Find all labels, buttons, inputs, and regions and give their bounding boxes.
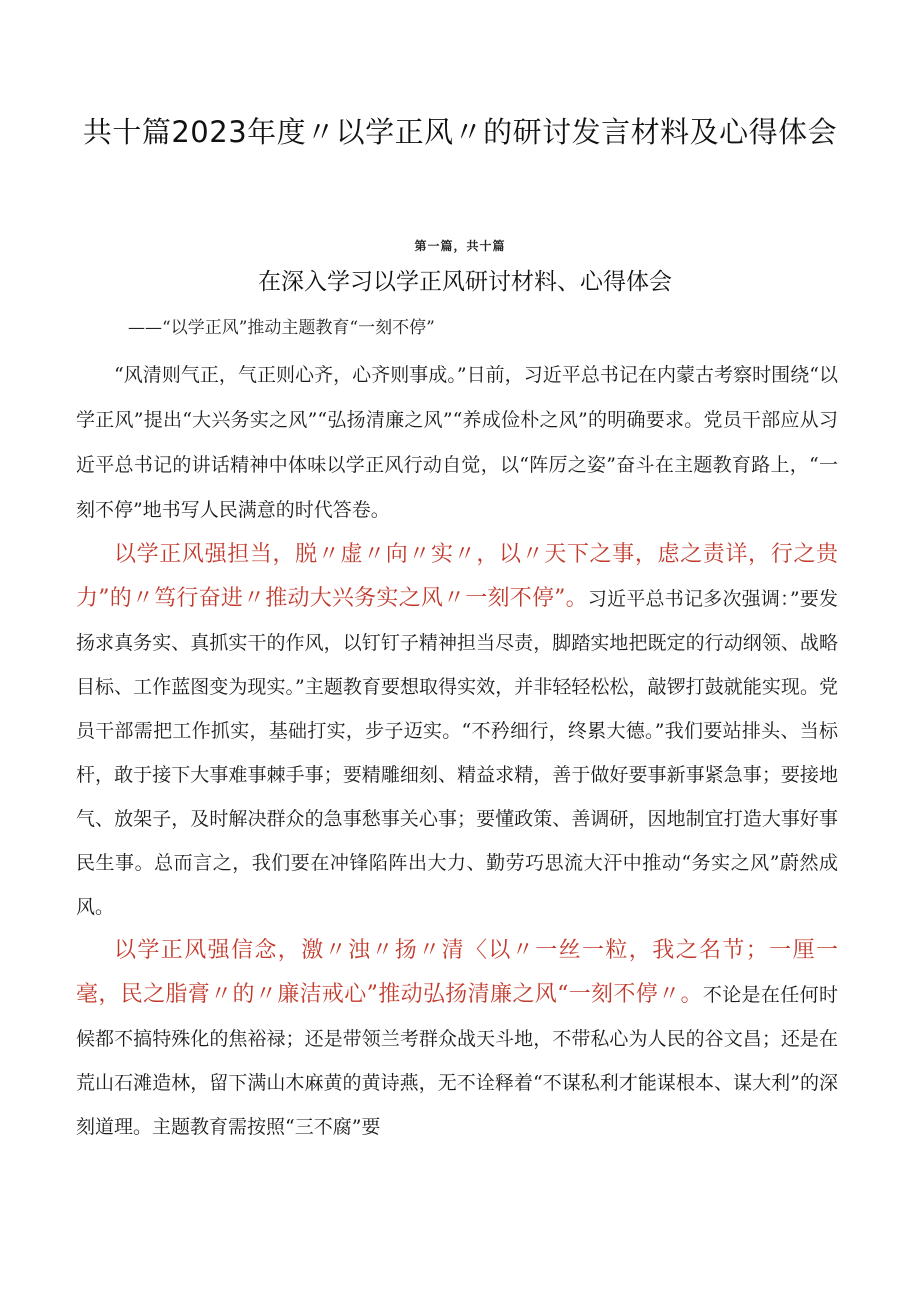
byline-subheading: ——“以学正风”推动主题教育“一刻不停” xyxy=(128,318,435,338)
chapter-indicator: 第一篇，共十篇 xyxy=(414,239,506,253)
paragraph-intro xyxy=(76,352,838,533)
section-title: 在深入学习以学正风研讨材料、心得体会 xyxy=(258,269,672,295)
paragraph-lead: 以学正风强信念，激〃浊〃扬〃清〈以〃一丝一粒，我之名节；一厘一毫，民之脂膏〃的〃廉洁戒心”推动弘扬清廉之风“一刻不停〃。 xyxy=(76,938,838,1007)
paragraph-text: “风清则气正，气正则心齐，心齐则事成。”日前，习近平总书记在内蒙古考察时围绕“以学正风”提出“大兴务实之风”“弘扬清廉之风”“养成俭朴之风”的明确要求。党员干部应从习近平总书记的讲话精神中体味以学正风行动自觉，以“阵厉之姿”奋斗在主题教育路上，“一刻不停”地书写人民满意的时代答卷。 xyxy=(76,364,838,521)
paragraph-text: 习近平总书记多次强调：”要发扬求真务实、真抓实干的作风，以钉钉子精神担当尽责，脚踏实地把既定的行动纲领、战略目标、工作蓝图变为现实。”主题教育要想取得实效，并非轻轻松松，敲锣打鼓就能实现。党员干部需把工作抓实，基础打实，步子迈实。“不矜细行，终累大德。”我们要站排头、当标杆，敢于接下大事难事棘手事；要精雕细刻、精益求精，善于做好要事新事紧急事；要接地气、放架子，及时解决群众的急事愁事关心事；要懂政策、善调研，因地制宜打造大事好事民生事。总而言之，我们要在冲锋陷阵出大力、勤劳巧思流大汗中推动“务实之风”蔚然成风。 xyxy=(76,588,838,918)
paragraph-text: 不论是在任何时候都不搞特殊化的焦裕禄；还是带领兰考群众战天斗地，不带私心为人民的谷文昌；还是在荒山石滩造林，留下满山木麻黄的黄诗燕，无不诠释着“不谋私利才能谋根本、谋大利”的深刻道理。主题教育需按照“三不腐”要 xyxy=(76,984,838,1138)
document-body xyxy=(76,352,838,1149)
document-title: 共十篇2023年度〃以学正风〃的研讨发言材料及心得体会 xyxy=(82,115,838,149)
paragraph-pragmatic-style xyxy=(76,533,838,929)
paragraph-integrity-style xyxy=(76,929,838,1149)
paragraph-lead: 以学正风强担当，脱〃虚〃向〃实〃，以〃天下之事，虑之责详，行之贵力”的〃笃行奋进〃推动大兴务实之风〃一刻不停”。 xyxy=(76,542,838,611)
